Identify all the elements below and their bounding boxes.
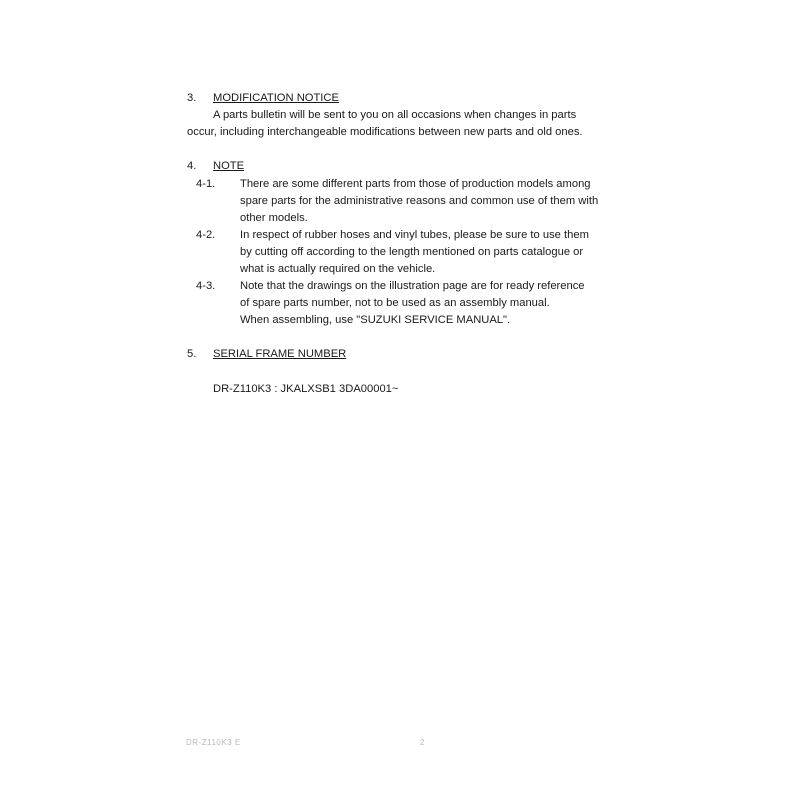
note-item-line: other models. (240, 212, 308, 224)
paragraph-line: occur, including interchangeable modifications between new parts and old ones. (187, 126, 583, 138)
serial-number-line: DR-Z110K3 : JKALXSB1 3DA00001~ (213, 383, 399, 395)
note-item-line: of spare parts number, not to be used as an assembly manual. (240, 297, 550, 309)
footer-model-code: DR-Z110K3 E (186, 738, 241, 747)
note-item-number: 4-2. (196, 229, 216, 241)
section-title: NOTE (213, 160, 245, 172)
note-item-line: There are some different parts from those of production models among (240, 178, 591, 190)
note-item-line: what is actually required on the vehicle. (240, 263, 436, 275)
note-item-line: Note that the drawings on the illustration page are for ready reference (240, 280, 585, 292)
note-item-line: When assembling, use "SUZUKI SERVICE MANUAL". (240, 314, 511, 326)
section-title: MODIFICATION NOTICE (213, 92, 339, 104)
note-item-line: by cutting off according to the length mentioned on parts catalogue or (240, 246, 584, 258)
footer-page-number: 2 (420, 738, 425, 747)
section-number: 4. (187, 160, 197, 172)
section-number: 5. (187, 348, 197, 360)
note-item-line: spare parts for the administrative reasons and common use of them with (240, 195, 599, 207)
section-title: SERIAL FRAME NUMBER (213, 348, 347, 360)
note-item-line: In respect of rubber hoses and vinyl tubes, please be sure to use them (240, 229, 589, 241)
paragraph-line: A parts bulletin will be sent to you on all occasions when changes in parts (213, 109, 577, 121)
section-number: 3. (187, 92, 197, 104)
note-item-number: 4-1. (196, 178, 216, 190)
note-item-number: 4-3. (196, 280, 216, 292)
